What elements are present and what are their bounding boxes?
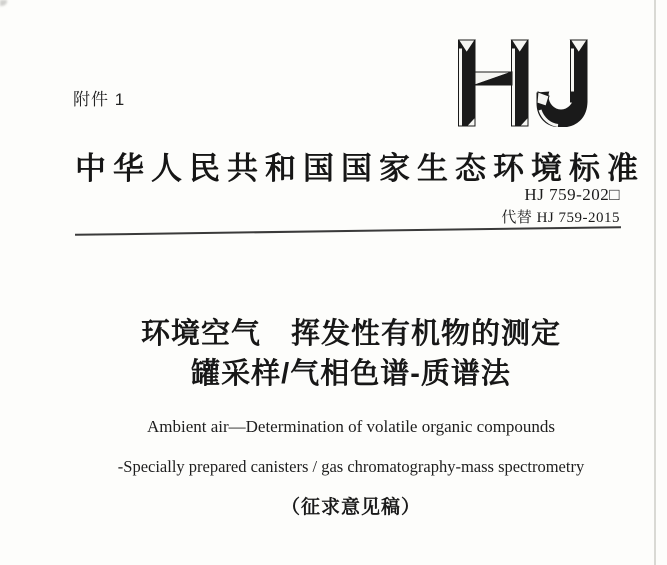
- scan-corner-smudge: [0, 0, 7, 6]
- title-chinese-line2: 罐采样/气相色谱-质谱法: [191, 358, 511, 390]
- standard-number: HJ 759-202□: [524, 185, 620, 204]
- title-chinese-line1: 环境空气 挥发性有机物的测定: [140, 318, 561, 350]
- national-standard-heading: 中华人民共和国国家生态环境标准: [75, 151, 645, 186]
- scan-edge-line: [654, 0, 656, 565]
- attachment-label: 附件 1: [73, 90, 126, 109]
- hj-logo: [458, 39, 588, 127]
- title-chinese: [35, 314, 667, 394]
- replaces-note: 代替 HJ 759-2015: [501, 210, 620, 226]
- hj-logo-graphic: [458, 39, 588, 127]
- draft-for-comments-label: （征求意见稿）: [280, 497, 421, 518]
- title-english-line2: -Specially prepared canisters / gas chromatography-mass spectrometry: [117, 457, 585, 476]
- title-english-line1: Ambient air—Determination of volatile organic compounds: [146, 417, 556, 436]
- header-rule: [75, 226, 621, 236]
